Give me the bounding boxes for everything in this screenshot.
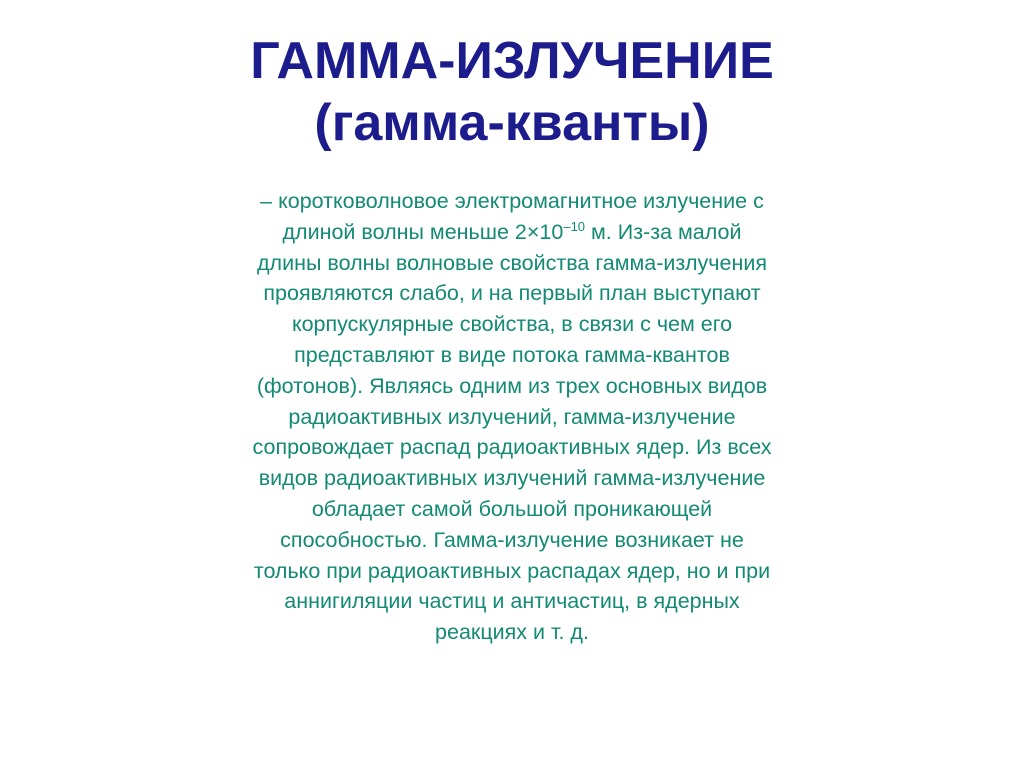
body-line-2 [190, 217, 834, 248]
body-line-15: реакциях и т. д. [435, 620, 589, 645]
body-line-4: проявляются слабо, и на первый план выступают [263, 281, 761, 306]
exponent-superscript: –10 [563, 218, 586, 234]
body-line-3: длины волны волновые свойства гамма-излучения [257, 250, 767, 275]
slide-title [0, 30, 1024, 154]
body-line-2-post: м. Из-за малой [585, 219, 742, 244]
body-line-1: – коротковолновое электромагнитное излучение с [260, 189, 764, 213]
body-line-10: видов радиоактивных излучений гамма-излучение [258, 466, 766, 491]
body-line-5: корпускулярные свойства, в связи с чем его [291, 312, 733, 337]
body-line-8: радиоактивных излучений, гамма-излучение [288, 404, 736, 429]
title-line-1: ГАММА-ИЗЛУЧЕНИЕ [250, 32, 774, 90]
body-line-2-pre: длиной волны меньше 2×10 [282, 219, 564, 244]
body-line-14: аннигиляции частиц и античастиц, в ядерных [284, 589, 740, 614]
body-line-9: сопровождает распад радиоактивных ядер. Из всех [252, 435, 772, 460]
body-line-11: обладает самой большой проникающей [311, 496, 713, 521]
body-line-7: (фотонов). Являясь одним из трех основных видов [256, 373, 768, 398]
body-line-13: только при радиоактивных распадах ядер, но и при [253, 558, 771, 583]
body-line-6: представляют в виде потока гамма-квантов [294, 342, 730, 367]
slide-body-text [190, 186, 834, 648]
body-line-12: способностью. Гамма-излучение возникает не [280, 527, 744, 552]
title-line-2: (гамма-кванты) [314, 94, 710, 152]
